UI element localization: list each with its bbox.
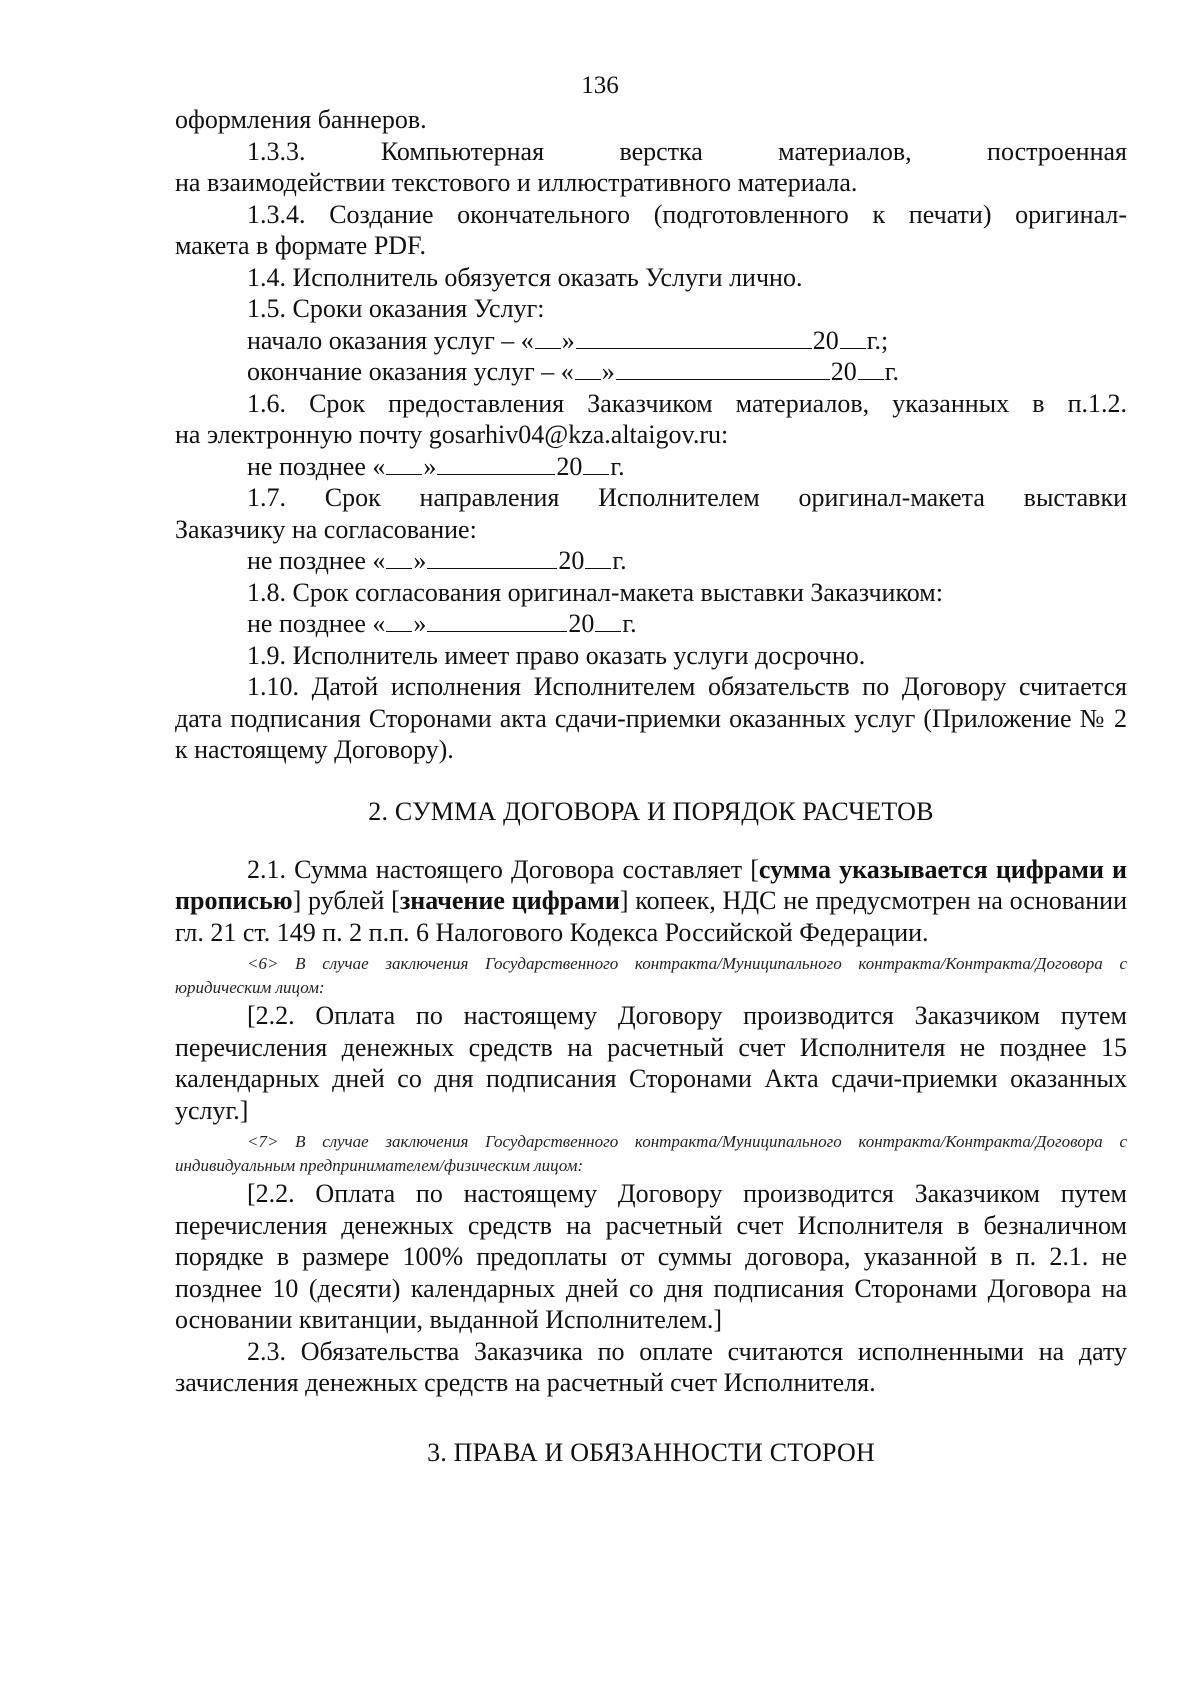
paragraph-2-2-individual: [2.2. Оплата по настоящему Договору производится Заказчиком путем перечисления денежных средств на расчетный счет Исполнителя в безналичном порядке в размере 100% предоплаты от суммы договора, указанной в п. 2.1. не позднее 10 (десяти) календарных дней со дня подписания Сторонами Договора на основании квитанции, выданной Исполнителем.] — [175, 1179, 1127, 1334]
paragraph-1-3-4-line1: 1.3.4. Создание окончательного (подготовленного к печати) оригинал- — [247, 199, 1127, 229]
day-blank — [386, 452, 422, 475]
year-blank — [858, 357, 884, 380]
paragraph-1-4: 1.4. Исполнитель обязуется оказать Услуги лично. — [247, 262, 803, 292]
year-blank — [595, 609, 621, 632]
service-start-line: начало оказания услуг – « » 20 г.; — [247, 325, 889, 355]
paragraph-1-10: 1.10. Датой исполнения Исполнителем обязательств по Договору считается дата подписания Сторонами акта сдачи-приемки оказанных услуг (Приложение № 2 к настоящему Договору). — [175, 672, 1127, 764]
paragraph-1-9: 1.9. Исполнитель имеет право оказать услуги досрочно. — [247, 640, 866, 670]
paragraph-1-6-line2: на электронную почту gosarhiv04@kza.altaigov.ru: — [175, 420, 729, 449]
day-blank — [386, 546, 412, 569]
paragraph-1-3-4-line2: макета в формате PDF. — [175, 231, 426, 260]
materials-deadline-line: не позднее « » 20 г. — [247, 451, 625, 481]
paragraph-1-7-line2: Заказчику на согласование: — [175, 514, 477, 544]
service-end-line: окончание оказания услуг – « » 20 г. — [247, 357, 899, 386]
paragraph-banners: оформления баннеров. — [175, 105, 427, 134]
paragraph-1-3-3-line2: на взаимодействии текстового и иллюстративного материала. — [175, 168, 858, 197]
document-body — [175, 104, 1127, 1469]
month-blank — [427, 609, 567, 632]
year-blank — [585, 546, 611, 569]
approval-deadline-line: не позднее « » 20 г. — [247, 609, 637, 638]
paragraph-2-1: 2.1. Сумма настоящего Договора составляет [сумма указывается цифрами и прописью] рублей [значение цифрами] копеек, НДС не предусмотрен на основании гл. 21 ст. 149 п. 2 п.п. 6 Налогового Кодекса Российской Федерации. — [175, 854, 1127, 947]
paragraph-2-3: 2.3. Обязательства Заказчика по оплате считаются исполненными на дату зачисления денежных средств на расчетный счет Исполнителя. — [175, 1336, 1127, 1397]
year-blank — [583, 452, 609, 475]
paragraph-1-3-3-line1: 1.3.3. Компьютерная верстка материалов, построенная — [247, 136, 1127, 166]
paragraph-2-2-legal-entity: [2.2. Оплата по настоящему Договору производится Заказчиком путем перечисления денежных средств на расчетный счет Исполнителя не позднее 15 календарных дней со дня подписания Сторонами Акта сдачи-приемки оказанных услуг.] — [175, 1001, 1127, 1125]
month-blank — [616, 357, 830, 380]
note-6: <6> В случае заключения Государственного контракта/Муниципального контракта/Контракта/Договора с юридическим лицом: — [175, 954, 1127, 997]
month-blank — [576, 326, 812, 349]
paragraph-1-6-line1: 1.6. Срок предоставления Заказчиком материалов, указанных в п.1.2. — [247, 388, 1127, 418]
paragraph-1-7-line1: 1.7. Срок направления Исполнителем оригинал-макета выставки — [247, 483, 1127, 512]
section-2-heading: 2. СУММА ДОГОВОРА И ПОРЯДОК РАСЧЕТОВ — [368, 796, 934, 826]
note-7: <7> В случае заключения Государственного контракта/Муниципального контракта/Контракта/Договора с индивидуальным предпринимателем/физическим лицом: — [175, 1132, 1127, 1175]
day-blank — [386, 609, 412, 632]
paragraph-1-8: 1.8. Срок согласования оригинал-макета выставки Заказчиком: — [247, 577, 943, 607]
layout-deadline-line: не позднее « » 20 г. — [247, 546, 627, 575]
sum-placeholder: сумма указывается цифрами и прописью — [175, 854, 1127, 915]
kopecks-placeholder: значение цифрами — [399, 886, 620, 915]
page-number: 136 — [581, 72, 619, 99]
month-blank — [427, 546, 557, 569]
day-blank — [575, 357, 601, 380]
day-blank — [535, 326, 561, 349]
month-blank — [437, 452, 555, 475]
paragraph-1-5: 1.5. Сроки оказания Услуг: — [247, 294, 545, 323]
year-blank — [840, 326, 866, 349]
section-3-heading: 3. ПРАВА И ОБЯЗАННОСТИ СТОРОН — [427, 1437, 875, 1467]
